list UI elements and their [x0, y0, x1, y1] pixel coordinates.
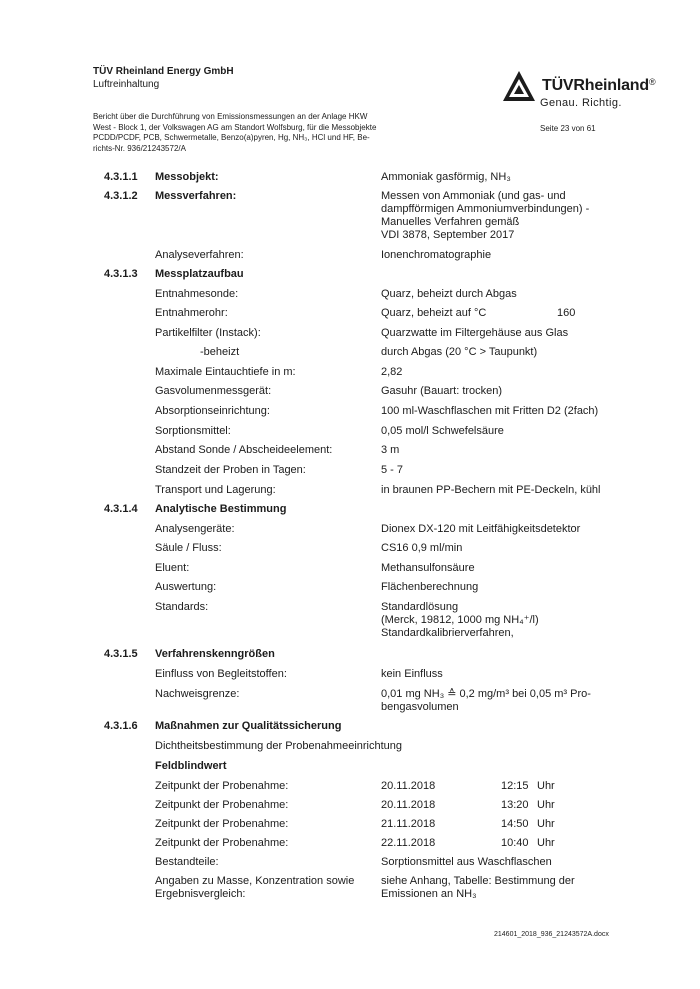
- field-value: durch Abgas (20 °C > Taupunkt): [381, 346, 538, 358]
- field-label: Zeitpunkt der Probenahme:: [155, 837, 289, 849]
- field-label: Abstand Sonde / Abscheideelement:: [155, 444, 333, 456]
- field-label: Zeitpunkt der Probenahme:: [155, 799, 289, 811]
- field-label: Nachweisgrenze:: [155, 688, 240, 700]
- field-value: 5 - 7: [381, 464, 404, 476]
- logo-name: TÜVRheinland®: [542, 77, 656, 94]
- section-number: 4.3.1.1: [104, 171, 138, 183]
- field-label: Zeitpunkt der Probenahme:: [155, 818, 289, 830]
- field-label: Transport und Lagerung:: [155, 484, 276, 496]
- field-label: Analyseverfahren:: [155, 249, 244, 261]
- field-value: Ionenchromatographie: [381, 249, 492, 261]
- field-label: Partikelfilter (Instack):: [155, 327, 261, 339]
- section-number: 4.3.1.5: [104, 648, 138, 660]
- field-label: Einfluss von Begleitstoffen:: [155, 668, 287, 680]
- field-value: 100 ml-Waschflaschen mit Fritten D2 (2fach): [381, 405, 599, 417]
- page-number: Seite 23 von 61: [540, 124, 596, 133]
- time-unit: Uhr: [537, 780, 555, 792]
- field-value: 0,05 mol/l Schwefelsäure: [381, 425, 504, 437]
- company-name: TÜV Rheinland Energy GmbH: [93, 66, 234, 77]
- field-label: Gasvolumenmessgerät:: [155, 385, 272, 397]
- field-label: Analysengeräte:: [155, 523, 235, 535]
- department: Luftreinhaltung: [93, 79, 160, 90]
- section-value: Messen von Ammoniak (und gas- und dampfförmigen Ammoniumverbindungen) - Manuelles Verfahren gemäß VDI 3878, September 2017: [381, 190, 590, 241]
- field-value: siehe Anhang, Tabelle: Bestimmung der Emissionen an NH₃: [381, 875, 575, 900]
- registered-mark: ®: [648, 77, 656, 87]
- field-label: Angaben zu Masse, Konzentration sowie Ergebnisvergleich:: [155, 875, 355, 900]
- field-value: 0,01 mg NH₃ ≙ 0,2 mg/m³ bei 0,05 m³ Pro- bengasvolumen: [381, 688, 591, 713]
- time-unit: Uhr: [537, 837, 555, 849]
- field-value: Flächenberechnung: [381, 581, 479, 593]
- section-title: Maßnahmen zur Qualitätssicherung: [155, 720, 342, 732]
- field-value: Dionex DX-120 mit Leitfähigkeitsdetektor: [381, 523, 581, 535]
- field-label: Entnahmesonde:: [155, 288, 239, 300]
- field-label: Bestandteile:: [155, 856, 219, 868]
- field-value: 2,82: [381, 366, 403, 378]
- section-title: Messobjekt:: [155, 171, 219, 183]
- time-value: 10:40: [501, 837, 529, 849]
- time-value: 14:50: [501, 818, 529, 830]
- section-value: Ammoniak gasförmig, NH₃: [381, 171, 511, 183]
- field-value-extra: 160: [557, 307, 576, 319]
- field-value: 3 m: [381, 444, 400, 456]
- date-value: 21.11.2018: [381, 818, 436, 830]
- field-label: Sorptionsmittel:: [155, 425, 231, 437]
- section-number: 4.3.1.2: [104, 190, 138, 202]
- time-value: 12:15: [501, 780, 529, 792]
- field-label: Standzeit der Proben in Tagen:: [155, 464, 306, 476]
- date-value: 22.11.2018: [381, 837, 436, 849]
- field-label: Absorptionseinrichtung:: [155, 405, 270, 417]
- field-value: Methansulfonsäure: [381, 562, 475, 574]
- section-number: 4.3.1.3: [104, 268, 138, 280]
- field-label: Säule / Fluss:: [155, 542, 222, 554]
- field-label: Auswertung:: [155, 581, 217, 593]
- field-label: Zeitpunkt der Probenahme:: [155, 780, 289, 792]
- field-value: Gasuhr (Bauart: trocken): [381, 385, 503, 397]
- field-value: in braunen PP-Bechern mit PE-Deckeln, kühl: [381, 484, 601, 496]
- field-value: kein Einfluss: [381, 668, 443, 680]
- date-value: 20.11.2018: [381, 780, 436, 792]
- field-value: Standardlösung (Merck, 19812, 1000 mg NH₄⁺/l) Standardkalibrierverfahren,: [381, 601, 539, 639]
- time-unit: Uhr: [537, 818, 555, 830]
- field-value: Quarzwatte im Filtergehäuse aus Glas: [381, 327, 569, 339]
- field-label: Standards:: [155, 601, 209, 613]
- section-title: Messplatzaufbau: [155, 268, 244, 280]
- tuv-triangle-icon: [502, 70, 536, 102]
- field-label: Dichtheitsbestimmung der Probenahmeeinrichtung: [155, 740, 403, 752]
- section-title: Analytische Bestimmung: [155, 503, 287, 515]
- report-line: PCDD/PCDF, PCB, Schwermetalle, Benzo(a)pyren, Hg, NH₃, HCl und HF, Be-: [93, 133, 370, 142]
- section-title: Messverfahren:: [155, 190, 237, 202]
- time-value: 13:20: [501, 799, 529, 811]
- field-label: Eluent:: [155, 562, 190, 574]
- section-title: Verfahrenskenngrößen: [155, 648, 275, 660]
- section-number: 4.3.1.4: [104, 503, 138, 515]
- report-line: West - Block 1, der Volkswagen AG am Standort Wolfsburg, für die Messobjekte: [93, 122, 377, 132]
- report-line: richts-Nr. 936/21243572/A: [93, 143, 186, 153]
- field-value: Quarz, beheizt durch Abgas: [381, 288, 517, 300]
- field-value: Quarz, beheizt auf °C: [381, 307, 487, 319]
- section-number: 4.3.1.6: [104, 720, 138, 732]
- report-line: Bericht über die Durchführung von Emissionsmessungen an der Anlage HKW: [93, 112, 368, 121]
- field-label: Maximale Eintauchtiefe in m:: [155, 366, 296, 378]
- field-value: CS16 0,9 ml/min: [381, 542, 463, 554]
- field-value: Sorptionsmittel aus Waschflaschen: [381, 856, 552, 868]
- report-description: [93, 112, 433, 154]
- file-name: 214601_2018_936_21243572A.docx: [494, 931, 609, 938]
- date-value: 20.11.2018: [381, 799, 436, 811]
- time-unit: Uhr: [537, 799, 555, 811]
- logo-tagline: Genau. Richtig.: [540, 97, 622, 109]
- subheading: Feldblindwert: [155, 760, 227, 772]
- field-label: Entnahmerohr:: [155, 307, 228, 319]
- field-label: -beheizt: [200, 346, 240, 358]
